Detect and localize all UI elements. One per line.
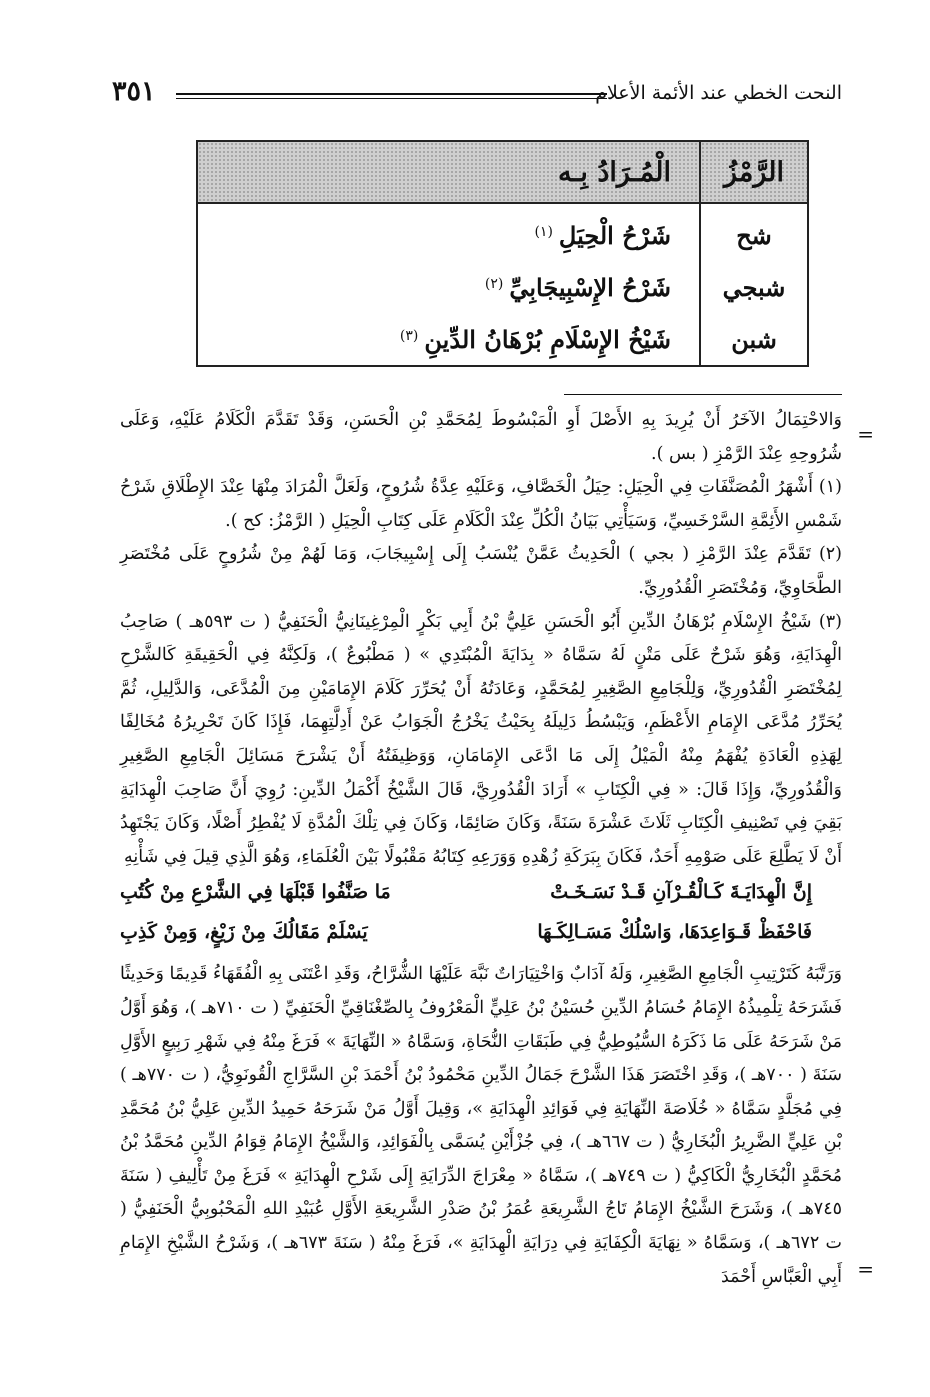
- footnote-3-continued: وَرَتَّبَهُ كَتَرْتِيبِ الْجَامِعِ الصَّغِيرِ، وَلَهُ آدَابٌ وَاخْتِيَارَاتٌ نَبَّهَ عَلَيْهَا الشُّرَّاحُ، وَقَدِ اعْتَنَى بِهِ الْفُقَهَاءُ قَدِيمًا وَحَدِيثًا فَشَرَحَهُ تِلْمِيذُهُ الإِمَامُ حُسَامُ الدِّينِ حُسَيْنُ بْنُ عَلِيٍّ الْمَعْرُوفُ بِالصِّغْنَاقِيِّ الْحَنَفِيِّ ( ت ٧١٠هـ )، وَهُوَ أَوَّلُ مَنْ شَرَحَهُ عَلَى مَا ذَكَرَهُ السُّيُوطِيُّ فِي طَبَقَاتِ النُّحَاةِ، وَسَمَّاهُ « النِّهَايَةَ » فَرَغَ مِنْهُ فِي شَهْرِ رَبِيعٍ الأَوَّلِ سَنَةَ ( ٧٠٠هـ )، وَقَدِ اخْتَصَرَ هَذَا الشَّرْحَ جَمَالُ الدِّينِ مَحْمُودُ بْنُ أَحْمَدَ بْنِ السَّرَّاجِ الْقُونَوِيُّ، ( ت ٧٧٠هـ ) فِي مُجَلَّدٍ سَمَّاهُ « خُلَاصَةَ النِّهَايَةِ فِي فَوَائِدِ الْهِدَايَةِ »، وَقِيلَ أَوَّلُ مَنْ شَرَحَهُ حَمِيدُ الدِّينِ عَلِيُّ بْنُ مُحَمَّدِ بْنِ عَلِيٍّ الضَّرِيرُ الْبُخَارِيُّ ( ت ٦٦٧هـ )، فِي جُزْأَيْنِ يُسَمَّى بِالْفَوَائِدِ، وَالشَّيْخُ الإِمَامُ قِوَامُ الدِّينِ مُحَمَّدُ بْنُ مُحَمَّدٍ الْبُخَارِيُّ الْكَاكِيُّ ( ت ٧٤٩هـ )، سَمَّاهُ « مِعْرَاجَ الدِّرَايَةِ إِلَى شَرْحِ الْهِدَايَةِ » فَرَغَ مِنْ تَأْلِيفِ ( سَنَةَ ٧٤٥هـ )، وَشَرَحَ الشَّيْخُ الإِمَامُ تَاجُ الشَّرِيعَةِ عُمَرُ بْنُ صَدْرِ الشَّرِيعَةِ الأَوَّلِ عُبَيْدِ اللهِ الْمَحْبُوبِيُّ الْحَنَفِيُّ ( ت ٦٧٢هـ )، وَسَمَّاهُ « نِهَايَةَ الْكِفَايَةِ فِي دِرَايَةِ الْهِدَايَةِ »، فَرَغَ مِنْهُ ( سَنَةَ ٦٧٣هـ )، وَشَرْحُ الشَّيْخِ الإِمَامِ أَبِي الْعَبَّاسِ أَحْمَدَ: [120, 964, 842, 1287]
- footnote-ref: (٣): [399, 327, 419, 344]
- meaning-text: شَرْحُ الإِسْبِيجَابِيِّ: [509, 272, 671, 302]
- code-cell: شح: [700, 203, 808, 261]
- code-cell: شبن: [700, 313, 808, 366]
- verse-line: [120, 916, 842, 954]
- column-header-meaning: الْمُـرَادُ بِـه: [197, 141, 700, 203]
- code-cell: شبجي: [700, 261, 808, 313]
- meaning-cell: [197, 203, 700, 261]
- column-header-code: الرَّمْزُ: [700, 141, 808, 203]
- meaning-text: شَيْخُ الإِسْلَامِ بُرْهَانُ الدِّينِ: [424, 324, 671, 354]
- verse-second-hemistich: يَسْلَمْ مَقَالُكَ مِنْ زَيْغٍ، وَمِنْ كَذِبِ: [120, 921, 368, 944]
- footnote-ref: (١): [534, 223, 553, 240]
- footnote-2: (٢) تَقَدَّمَ عِنْدَ الرَّمْزِ ( بجي ) الْحَدِيثُ عَمَّنْ يُنْسَبُ إِلَى إِسْبِيجَابَ، وَمَا لَهُمْ مِنْ شُرُوحٍ عَلَى مُخْتَصَرِ الطَّحَاوِيِّ، وَمُخْتَصَرِ الْقُدُورِيِّ.: [120, 544, 842, 598]
- header-rule: [176, 93, 607, 99]
- running-title: النحت الخطي عند الأئمة الأعلام: [595, 82, 842, 104]
- footnote-ref: (٢): [484, 275, 504, 292]
- footnotes: [120, 404, 874, 1294]
- footnote-carryover: وَالاحْتِمَالُ الآخَرُ أَنْ يُرِيدَ بِهِ الأَصْلَ أَوِ الْمَبْسُوطَ لِمُحَمَّدِ بْنِ الْحَسَنِ، وَقَدْ تَقَدَّمَ الْكَلَامُ عَلَيْهِ، وَعَلَى شُرُوحِهِ عِنْدَ الرَّمْزِ ( بس ).: [120, 410, 842, 464]
- page-number: ٣٥١: [112, 76, 156, 107]
- table-row: [197, 203, 808, 261]
- continued-mark-end: =: [857, 1256, 874, 1281]
- verse-second-hemistich: مَا صَنَّفُوا قَبْلَهَا فِي الشَّرْعِ مِنْ كُتُبِ: [120, 881, 391, 904]
- verse-first-hemistich: إِنَّ الْهِدَايَـةَ كَـالْقُـرْآنِ قَـدْ نَسَـخَـتْ: [550, 881, 812, 904]
- footnote-3: (٣) شَيْخُ الإِسْلَامِ بُرْهَانُ الدِّينِ أَبُو الْحَسَنِ عَلِيُّ بْنُ أَبِي بَكْرٍ الْمِرْغِينَانِيُّ الْحَنَفِيُّ ( ت ٥٩٣هـ ) صَاحِبُ الْهِدَايَةِ، وَهُوَ شَرْحٌ عَلَى مَتْنٍ لَهُ سَمَّاهُ « بِدَايَةَ الْمُبْتَدِي » ( مَطْبُوعٌ )، وَلَكِنَّهُ فِي الْحَقِيقَةِ كَالشَّرْحِ لِمُخْتَصَرِ الْقُدُورِيِّ، وَلِلْجَامِعِ الصَّغِيرِ لِمُحَمَّدٍ، وَعَادَتُهُ أَنْ يُحَرِّرَ كَلَامَ الإِمَامَيْنِ مِنَ الْمُدَّعَى، وَالدَّلِيلِ، ثُمَّ يُحَرِّرُ مُدَّعَى الإِمَامِ الأَعْظَمِ، وَيَبْسُطُ دَلِيلَهُ بِحَيْثُ يَخْرُجُ الْجَوَابُ عَنْ أَدِلَّتِهِمَا، فَإِذَا كَانَ تَحْرِيرُهُ مُخَالِفًا لِهَذِهِ الْعَادَةِ يُفْهَمُ مِنْهُ الْمَيْلُ إِلَى مَا ادَّعَى الإِمَامَانِ، وَوَظِيفَتُهُ أَنْ يَشْرَحَ مَسَائِلَ الْجَامِعِ الصَّغِيرِ وَالْقُدُورِيِّ، وَإِذَا قَالَ: « فِي الْكِتَابِ » أَرَادَ الْقُدُورِيَّ، قَالَ الشَّيْخُ أَكْمَلُ الدِّينِ: رُوِيَ أَنَّ صَاحِبَ الْهِدَايَةِ بَقِيَ فِي تَصْنِيفِ الْكِتَابِ ثَلَاثَ عَشْرَةَ سَنَةً، وَكَانَ صَائِمًا، وَكَانَ فِي تِلْكَ الْمُدَّةِ لَا يُفْطِرُ أَصْلًا، وَكَانَ يَجْتَهِدُ أَنْ لَا يَطَّلِعَ عَلَى صَوْمِهِ أَحَدٌ، فَكَانَ بِبَرَكَةِ زُهْدِهِ وَوَرَعِهِ كِتَابُهُ مَقْبُولًا بَيْنَ الْعُلَمَاءِ، وَهُوَ الَّذِي قِيلَ فِي شَأْنِهِ: [120, 611, 842, 867]
- footnote-1: (١) أَشْهَرُ الْمُصَنَّفَاتِ فِي الْحِيَلِ: حِيَلُ الْخَصَّافِ، وَعَلَيْهِ عِدَّةُ شُرُوحٍ، وَلَعَلَّ الْمُرَادَ مِنْهَا عِنْدَ الإِطْلَاقِ شَرْحُ شَمْسِ الأَئِمَّةِ السَّرْخَسِيِّ، وَسَيَأْتِي بَيَانُ الْكُلِّ عِنْدَ الْكَلَامِ عَلَى كِتَابِ الْحِيَلِ ( الرَّمْزُ: كح ).: [120, 477, 842, 531]
- verse-line: [120, 876, 842, 914]
- table-row: [197, 261, 808, 313]
- meaning-cell: [197, 313, 700, 366]
- meaning-cell: [197, 261, 700, 313]
- footnote-separator: [564, 394, 842, 395]
- table-header-row: [197, 141, 808, 203]
- verse-first-hemistich: فَاحْفَظْ قَـوَاعِدَهَا، وَاسْلُكْ مَسَـالِكَـهَا: [537, 921, 812, 944]
- poem-verse: [120, 874, 842, 958]
- table-row: [197, 313, 808, 366]
- abbreviation-table: [196, 140, 809, 367]
- continued-mark: =: [857, 422, 874, 446]
- meaning-text: شَرْحُ الْحِيَلِ: [558, 220, 671, 250]
- page-header: [112, 76, 842, 112]
